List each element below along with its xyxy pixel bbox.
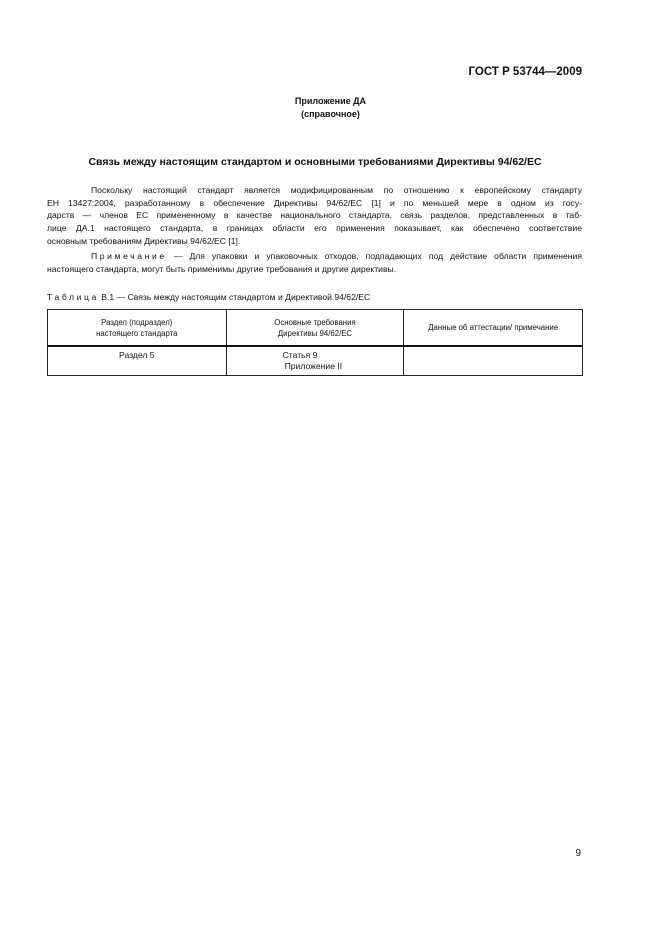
section-title: Связь между настоящим стандартом и основными требованиями Директивы 94/62/ЕС (88, 156, 542, 168)
paragraph-line: лице ДА.1 настоящего стандарта, в границах области его применения показывает, как обеспечено соответствие (47, 223, 582, 234)
note-paragraph (47, 250, 582, 275)
table-caption-label: Таблица (47, 292, 99, 302)
note-line: настоящего стандарта, могут быть применимы другие требования и другие директивы. (47, 263, 397, 274)
cell-notes (404, 346, 583, 376)
header-section: Раздел (подраздел) настоящего стандарта (48, 310, 227, 347)
paragraph-line: дарств — членов ЕС примененному в качестве национального стандарта, связь разделов, представленных в таб- (47, 210, 582, 221)
cell-section: Раздел 5 (48, 346, 227, 376)
note-text: — Для упаковки и упаковочных отходов, подпадающих под действие области применения (173, 251, 582, 261)
note-line (47, 250, 582, 263)
paragraph-line: основным требованиям Директивы 94/62/ЕС [1]. (47, 235, 241, 246)
header-requirements: Основные требования Директивы 94/62/ЕС (226, 310, 404, 347)
header-notes: Данные об аттестации/ примечание (404, 310, 583, 347)
intro-paragraph (47, 184, 582, 247)
table-caption-text: В.1 — Связь между настоящим стандартом и Директивой 94/62/ЕС (101, 292, 371, 302)
note-label: Примечание (91, 251, 167, 261)
paragraph-line: ЕН 13427:2004, разработанному в обеспечение Директивы 94/62/ЕС [1] и по меньшей мере в одном из госу- (47, 197, 582, 208)
table-header-row (48, 310, 583, 347)
appendix-title: Приложение ДА (294, 96, 367, 106)
correspondence-table (47, 309, 583, 376)
paragraph-line: Поскольку настоящий стандарт является модифицированным по отношению к европейскому стандарту (91, 185, 582, 195)
table-row (48, 346, 583, 376)
standard-number: ГОСТ Р 53744—2009 (468, 66, 582, 78)
table-caption (47, 292, 370, 302)
page-number: 9 (575, 848, 581, 859)
cell-requirements: Статья 9 Приложение II (226, 346, 404, 376)
appendix-subtitle: (справочное) (301, 109, 360, 119)
